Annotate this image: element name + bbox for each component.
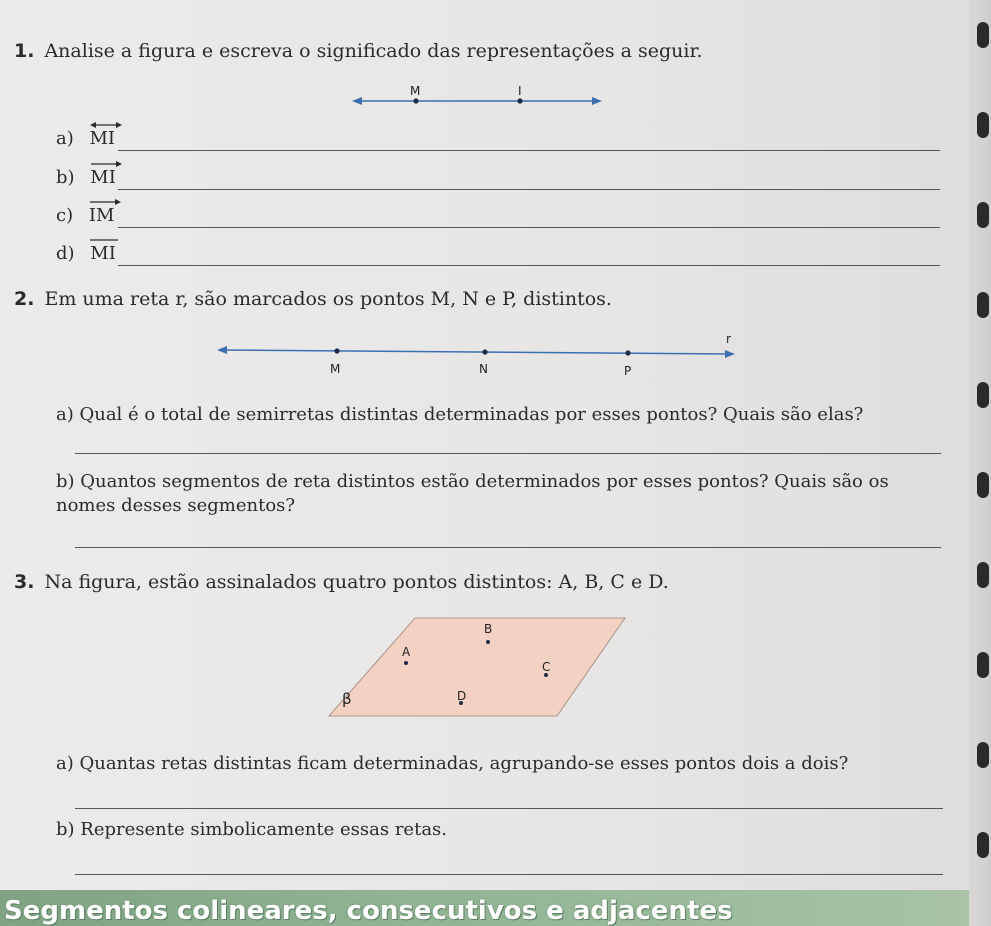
question-1 bbox=[14, 40, 703, 62]
q3-label-a: A bbox=[402, 645, 411, 659]
q2-label-m: M bbox=[330, 362, 341, 376]
answer-line[interactable] bbox=[118, 227, 940, 228]
q1-item-d bbox=[56, 243, 116, 265]
spiral-binding bbox=[969, 0, 991, 926]
binding-ring bbox=[977, 562, 989, 588]
answer-line[interactable] bbox=[118, 189, 940, 190]
question-3 bbox=[14, 571, 669, 593]
section-title: Segmentos colineares, consecutivos e adjacentes bbox=[4, 896, 733, 926]
q2-line-figure bbox=[215, 336, 740, 366]
q2-point-n bbox=[482, 349, 487, 354]
question-2-text: Em uma reta r, são marcados os pontos M, N e P, distintos. bbox=[44, 288, 612, 310]
q2-sub-a: a) Qual é o total de semirretas distintas determinadas por esses pontos? Quais são elas? bbox=[56, 404, 864, 425]
q3-label-b: B bbox=[484, 622, 493, 636]
plane-parallelogram bbox=[329, 618, 625, 716]
q2-label-p: P bbox=[624, 364, 632, 378]
q1-item-a bbox=[56, 128, 115, 150]
question-3-text: Na figura, estão assinalados quatro pontos distintos: A, B, C e D. bbox=[44, 571, 669, 593]
binding-ring bbox=[977, 652, 989, 678]
q3-label-c: C bbox=[542, 660, 551, 674]
q2-label-r: r bbox=[726, 332, 731, 346]
binding-ring bbox=[977, 292, 989, 318]
answer-line[interactable] bbox=[75, 808, 943, 809]
q1-item-d-letter: d) bbox=[56, 243, 75, 264]
answer-line[interactable] bbox=[118, 150, 940, 151]
binding-ring bbox=[977, 472, 989, 498]
q3-sub-a: a) Quantas retas distintas ficam determinadas, agrupando-se esses pontos dois a dois? bbox=[56, 753, 849, 774]
q2-label-n: N bbox=[479, 362, 488, 376]
q1-label-m: M bbox=[410, 84, 421, 98]
q1-item-c-symbol-text: IM bbox=[88, 205, 115, 226]
q1-item-a-symbol-text: MI bbox=[89, 128, 116, 149]
question-1-number: 1. bbox=[14, 40, 35, 62]
answer-line[interactable] bbox=[75, 874, 943, 875]
q3-label-d: D bbox=[457, 689, 467, 703]
q1-point-m bbox=[413, 98, 418, 103]
q1-item-c bbox=[56, 205, 114, 227]
arrow-icon bbox=[90, 159, 122, 169]
segment-bar-icon bbox=[90, 235, 120, 245]
question-1-text: Analise a figura e escreva o significado das representações a seguir. bbox=[44, 40, 703, 62]
q2-arrow-left bbox=[217, 346, 227, 354]
question-2 bbox=[14, 288, 612, 310]
question-2-number: 2. bbox=[14, 288, 35, 310]
q3-label-beta: β bbox=[342, 690, 352, 708]
q2-point-p bbox=[625, 350, 630, 355]
binding-ring bbox=[977, 22, 989, 48]
question-3-number: 3. bbox=[14, 571, 35, 593]
q1-item-b bbox=[56, 167, 116, 189]
double-arrow-icon bbox=[90, 120, 122, 130]
q1-label-i: I bbox=[518, 84, 522, 98]
q2-point-m bbox=[334, 348, 339, 353]
q1-line-figure bbox=[350, 80, 610, 114]
q3-plane-figure bbox=[325, 612, 635, 722]
answer-line[interactable] bbox=[118, 265, 940, 266]
q1-arrow-right bbox=[592, 97, 602, 105]
q1-item-d-symbol bbox=[90, 243, 116, 265]
q1-item-d-symbol-text: MI bbox=[90, 243, 116, 264]
q1-item-b-symbol-text: MI bbox=[90, 167, 116, 188]
q3-sub-b: b) Represente simbolicamente essas retas. bbox=[56, 819, 448, 840]
q2-arrow-right bbox=[725, 350, 735, 358]
q1-item-a-letter: a) bbox=[56, 128, 74, 149]
q2-line bbox=[221, 350, 731, 354]
q1-item-a-symbol bbox=[90, 128, 116, 150]
binding-ring bbox=[977, 202, 989, 228]
arrow-icon bbox=[89, 197, 121, 207]
answer-line[interactable] bbox=[75, 547, 941, 548]
q3-point-b bbox=[486, 640, 490, 644]
q1-item-c-symbol bbox=[89, 205, 115, 227]
q3-point-a bbox=[404, 661, 408, 665]
q1-item-c-letter: c) bbox=[56, 205, 74, 226]
q1-arrow-left bbox=[352, 97, 362, 105]
binding-ring bbox=[977, 382, 989, 408]
q1-item-b-symbol bbox=[90, 167, 116, 189]
q1-point-i bbox=[517, 98, 522, 103]
q1-item-b-letter: b) bbox=[56, 167, 75, 188]
q2-sub-b: b) Quantos segmentos de reta distintos estão determinados por esses pontos? Quais são os nomes desses segmentos? bbox=[56, 471, 889, 516]
binding-ring bbox=[977, 742, 989, 768]
binding-ring bbox=[977, 832, 989, 858]
answer-line[interactable] bbox=[75, 453, 941, 454]
binding-ring bbox=[977, 112, 989, 138]
